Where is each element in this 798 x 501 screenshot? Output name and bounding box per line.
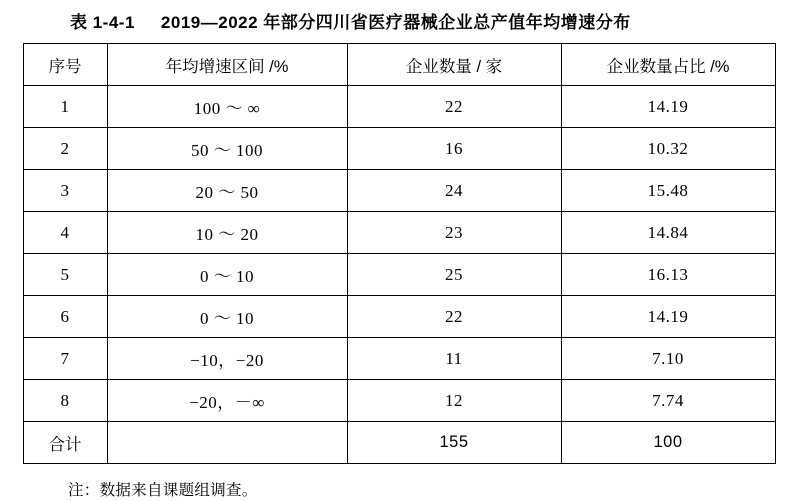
cell-seq: 2 xyxy=(23,128,107,170)
column-header-seq: 序号 xyxy=(23,44,107,86)
cell-pct: 16.13 xyxy=(561,254,775,296)
cell-count: 24 xyxy=(347,170,561,212)
cell-count: 22 xyxy=(347,86,561,128)
data-table xyxy=(23,43,776,464)
cell-seq: 1 xyxy=(23,86,107,128)
cell-seq: 6 xyxy=(23,296,107,338)
cell-count: 12 xyxy=(347,380,561,422)
cell-range: 10 ～ 20 xyxy=(107,212,347,254)
cell-count: 23 xyxy=(347,212,561,254)
cell-pct: 14.19 xyxy=(561,86,775,128)
cell-total-count: 155 xyxy=(347,422,561,464)
cell-range: 0 ～ 10 xyxy=(107,296,347,338)
cell-pct: 7.74 xyxy=(561,380,775,422)
table-row xyxy=(23,380,775,422)
table-row xyxy=(23,128,775,170)
cell-pct: 15.48 xyxy=(561,170,775,212)
cell-pct: 14.19 xyxy=(561,296,775,338)
column-header-pct: 企业数量占比 /% xyxy=(561,44,775,86)
cell-total-label: 合计 xyxy=(23,422,107,464)
cell-range: 100 ～ ∞ xyxy=(107,86,347,128)
cell-seq: 8 xyxy=(23,380,107,422)
cell-pct: 14.84 xyxy=(561,212,775,254)
cell-count: 11 xyxy=(347,338,561,380)
cell-pct: 7.10 xyxy=(561,338,775,380)
cell-range: −20，－∞ xyxy=(107,380,347,422)
table-row xyxy=(23,212,775,254)
table-caption-number: 表 1-4-1 xyxy=(70,13,135,32)
cell-seq: 4 xyxy=(23,212,107,254)
cell-range: −10，−20 xyxy=(107,338,347,380)
cell-range: 20 ～ 50 xyxy=(107,170,347,212)
cell-seq: 5 xyxy=(23,254,107,296)
cell-range: 0 ～ 10 xyxy=(107,254,347,296)
table-total-row xyxy=(23,422,775,464)
cell-seq: 3 xyxy=(23,170,107,212)
table-caption-text: 2019—2022 年部分四川省医疗器械企业总产值年均增速分布 xyxy=(160,13,631,32)
table-row xyxy=(23,296,775,338)
table-note: 注：数据来自课题组调查。 xyxy=(68,482,258,499)
cell-count: 16 xyxy=(347,128,561,170)
cell-seq: 7 xyxy=(23,338,107,380)
cell-range: 50 ～ 100 xyxy=(107,128,347,170)
table-row xyxy=(23,170,775,212)
table-row xyxy=(23,338,775,380)
column-header-count: 企业数量 / 家 xyxy=(347,44,561,86)
cell-pct: 10.32 xyxy=(561,128,775,170)
cell-count: 25 xyxy=(347,254,561,296)
table-header-row xyxy=(23,44,775,86)
cell-count: 22 xyxy=(347,296,561,338)
cell-total-pct: 100 xyxy=(561,422,775,464)
cell-total-range xyxy=(107,422,347,464)
table-caption xyxy=(0,0,798,43)
column-header-range: 年均增速区间 /% xyxy=(107,44,347,86)
table-row xyxy=(23,254,775,296)
table-row xyxy=(23,86,775,128)
